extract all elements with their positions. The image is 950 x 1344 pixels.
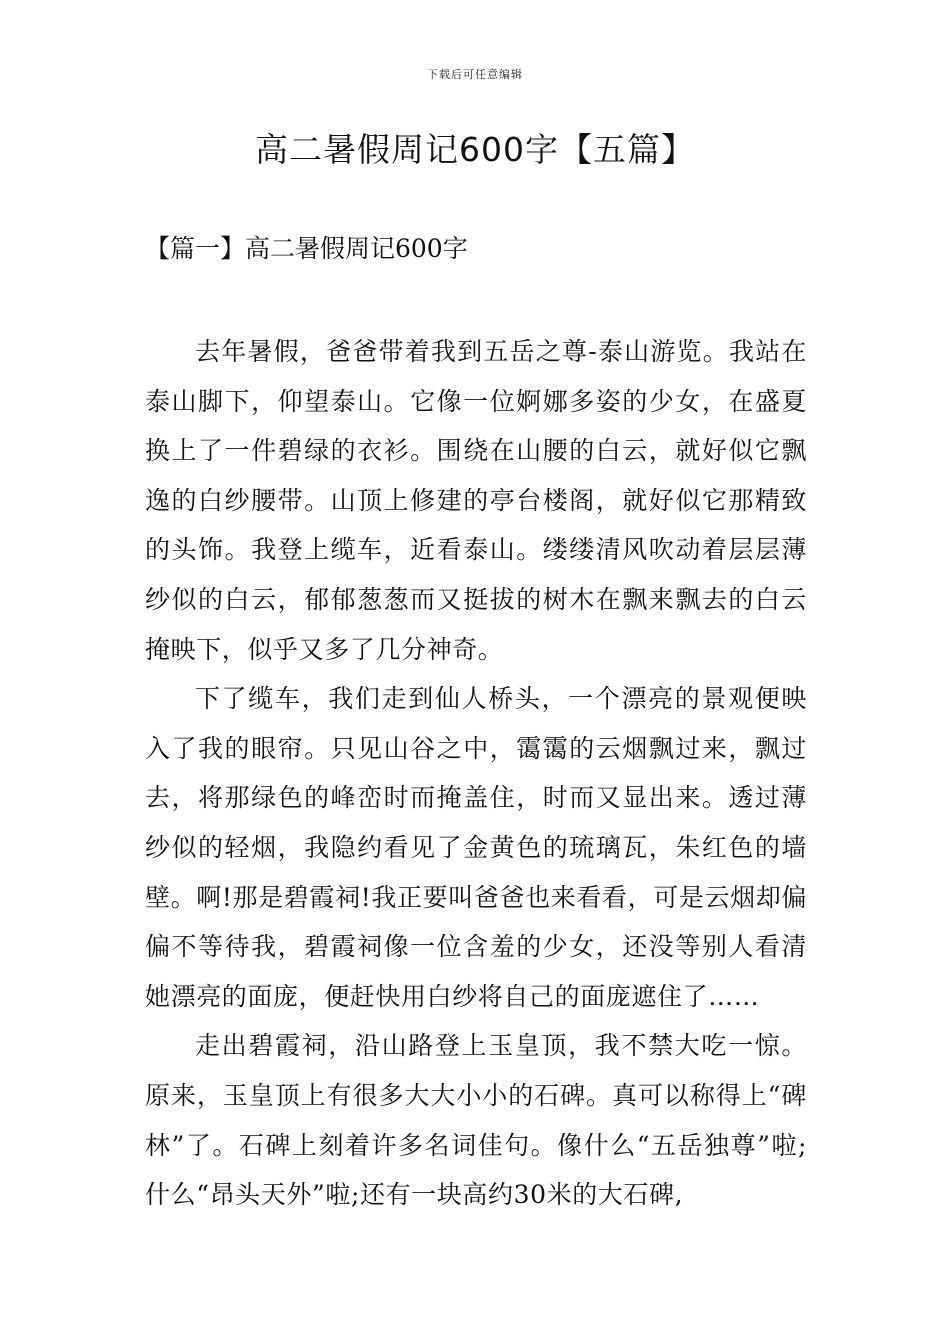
paragraph: 下了缆车，我们走到仙人桥头，一个漂亮的景观便映入了我的眼帘。只见山谷之中，霭霭的云烟飘过来，飘过去，将那绿色的峰峦时而掩盖住，时而又显出来。透过薄纱似的轻烟，我隐约看见了金黄色的琉璃瓦，朱红色的墙壁。啊!那是碧霞祠!我正要叫爸爸也来看看，可是云烟却偏偏不等待我，碧霞祠像一位含羞的少女，还没等别人看清她漂亮的面庞，便赶快用白纱将自己的面庞遮住了…… [145, 684, 807, 1011]
paragraph: 去年暑假，爸爸带着我到五岳之尊-泰山游览。我站在泰山脚下，仰望泰山。它像一位婀娜多姿的少女，在盛夏换上了一件碧绿的衣衫。围绕在山腰的白云，就好似它飘逸的白纱腰带。山顶上修建的亭台楼阁，就好似它那精致的头饰。我登上缆车，近看泰山。缕缕清风吹动着层层薄纱似的白云，郁郁葱葱而又挺拔的树木在飘来飘去的白云掩映下，似乎又多了几分神奇。 [145, 337, 807, 664]
document-title: 高二暑假周记600字【五篇】 [255, 130, 695, 169]
paragraph: 走出碧霞祠，沿山路登上玉皇顶，我不禁大吃一惊。原来，玉皇顶上有很多大大小小的石碑。真可以称得上“碑林”了。石碑上刻着许多名词佳句。像什么“五岳独尊”啦;什么“昂头天外”啦;还有一块高约30米的大石碑, [145, 1031, 807, 1210]
header-note: 下载后可任意编辑 [427, 68, 523, 81]
section-heading: 【篇一】高二暑假周记600字 [145, 234, 468, 263]
article-body [145, 327, 807, 1220]
